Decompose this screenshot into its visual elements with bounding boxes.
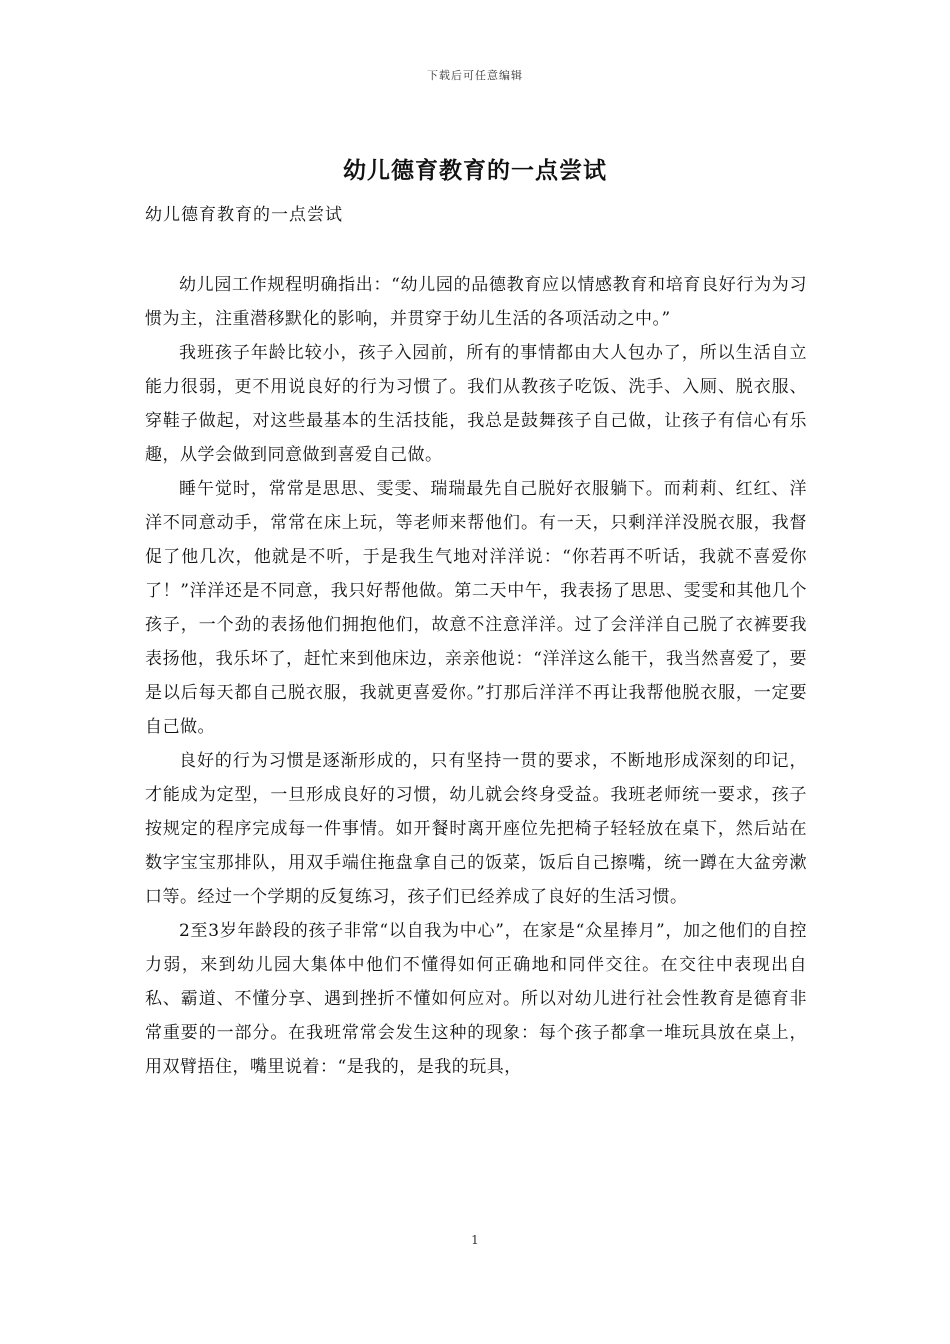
page-header: 下载后可任意编辑: [427, 69, 523, 82]
paragraph: 良好的行为习惯是逐渐形成的，只有坚持一贯的要求，不断地形成深刻的印记，才能成为定型，一旦形成良好的习惯，幼儿就会终身受益。我班老师统一要求，孩子按规定的程序完成每一件事情。如开餐时离开座位先把椅子轻轻放在桌下，然后站在数字宝宝那排队，用双手端住拖盘拿自己的饭菜，饭后自己擦嘴，统一蹲在大盆旁漱口等。经过一个学期的反复练习，孩子们已经养成了良好的生活习惯。: [145, 751, 807, 907]
document-subtitle: 幼儿德育教育的一点尝试: [145, 205, 343, 225]
document-body: [145, 268, 807, 1084]
paragraph: 我班孩子年龄比较小，孩子入园前，所有的事情都由大人包办了，所以生活自立能力很弱，更不用说良好的行为习惯了。我们从教孩子吃饭、洗手、入厕、脱衣服、穿鞋子做起，对这些最基本的生活技能，我总是鼓舞孩子自己做，让孩子有信心有乐趣，从学会做到同意做到喜爱自己做。: [145, 343, 807, 465]
paragraph: 幼儿园工作规程明确指出：“幼儿园的品德教育应以情感教育和培育良好行为为习惯为主，注重潜移默化的影响，并贯穿于幼儿生活的各项活动之中。”: [145, 275, 807, 329]
paragraph: 睡午觉时，常常是思思、雯雯、瑞瑞最先自己脱好衣服躺下。而莉莉、红红、洋洋不同意动手，常常在床上玩，等老师来帮他们。有一天，只剩洋洋没脱衣服，我督促了他几次，他就是不听，于是我生气地对洋洋说：“你若再不听话，我就不喜爱你了！”洋洋还是不同意，我只好帮他做。第二天中午，我表扬了思思、雯雯和其他几个孩子，一个劲的表扬他们拥抱他们，故意不注意洋洋。过了会洋洋自己脱了衣裤要我表扬他，我乐坏了，赶忙来到他床边，亲亲他说：“洋洋这么能干，我当然喜爱了，要是以后每天都自己脱衣服，我就更喜爱你。”打那后洋洋不再让我帮他脱衣服，一定要自己做。: [145, 479, 807, 737]
document-title: 幼儿德育教育的一点尝试: [343, 158, 607, 184]
paragraph: 2至3岁年龄段的孩子非常“以自我为中心”，在家是“众星捧月”，加之他们的自控力弱，来到幼儿园大集体中他们不懂得如何正确地和同伴交往。在交往中表现出自私、霸道、不懂分享、遇到挫折不懂如何应对。所以对幼儿进行社会性教育是德育非常重要的一部分。在我班常常会发生这种的现象：每个孩子都拿一堆玩具放在桌上，用双臂捂住，嘴里说着：“是我的，是我的玩具，: [145, 921, 807, 1077]
page-number: 1: [471, 1233, 479, 1247]
